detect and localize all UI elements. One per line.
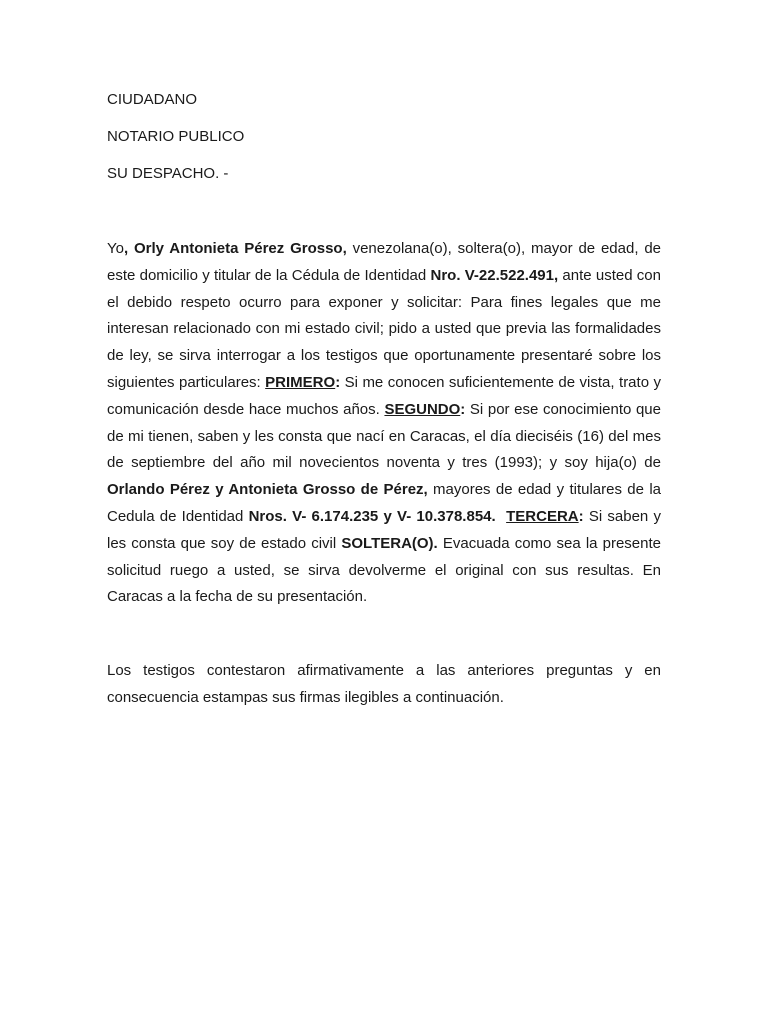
text-segment: Si me conocen suficientemente de vista, trato y comunicación desde hace muchos años.	[107, 373, 661, 418]
text-segment: Si por ese conocimiento que de mi tienen, saben y les consta que nací en Caracas, el día dieciséis (16) del mes de septiembre del año mil novecientos noventa y tres (1993); y soy hija(o) de	[107, 400, 661, 472]
spacer	[496, 508, 506, 525]
colon: :	[460, 400, 466, 418]
applicant-id-number: Nro. V-22.522.491,	[430, 266, 559, 284]
parents-id-numbers: Nros. V- 6.174.235 y V- 10.378.854.	[248, 507, 496, 525]
colon: :	[335, 373, 341, 391]
text-segment: Evacuada como sea la presente solicitud ruego a usted, se sirva devolverme el original con sus resultas. En Caracas a la fecha de su presentación.	[107, 534, 661, 606]
applicant-name: , Orly Antonieta Pérez Grosso,	[123, 240, 347, 257]
addressee-line-ciudadano: CIUDADANO	[107, 91, 198, 108]
text-segment: venezolana(o), soltera(o), mayor de edad, de este domicilio y titular de la Cédula de Identidad	[107, 240, 662, 284]
tercera-heading: TERCERA	[506, 507, 579, 525]
witnesses-paragraph: Los testigos contestaron afirmativamente a las anteriores preguntas y en consecuencia estampas sus firmas ilegibles a continuación.	[107, 662, 661, 706]
text-segment: Si saben y les consta que soy de estado civil	[107, 507, 661, 552]
segundo-heading: SEGUNDO	[384, 400, 461, 418]
primero-heading: PRIMERO	[265, 373, 336, 391]
colon: :	[578, 507, 584, 525]
addressee-line-notario: NOTARIO PUBLICO	[107, 128, 245, 145]
request-paragraph	[107, 236, 661, 611]
text-segment: mayores de edad y titulares de la Cedula de Identidad	[107, 481, 661, 525]
civil-status: SOLTERA(O).	[341, 534, 438, 552]
text-segment: ante usted con el debido respeto ocurro para exponer y solicitar: Para fines legales que me interesan relacionado con mi estado civil; pido a usted que previa las formalidades de ley, se sirva interrogar a los testigos que oportunamente presentaré sobre los siguientes particulares:	[107, 266, 661, 391]
addressee-line-despacho: SU DESPACHO. -	[107, 165, 229, 182]
text-segment: Yo	[107, 240, 124, 257]
parents-names: Orlando Pérez y Antonieta Grosso de Pérez,	[107, 481, 428, 499]
